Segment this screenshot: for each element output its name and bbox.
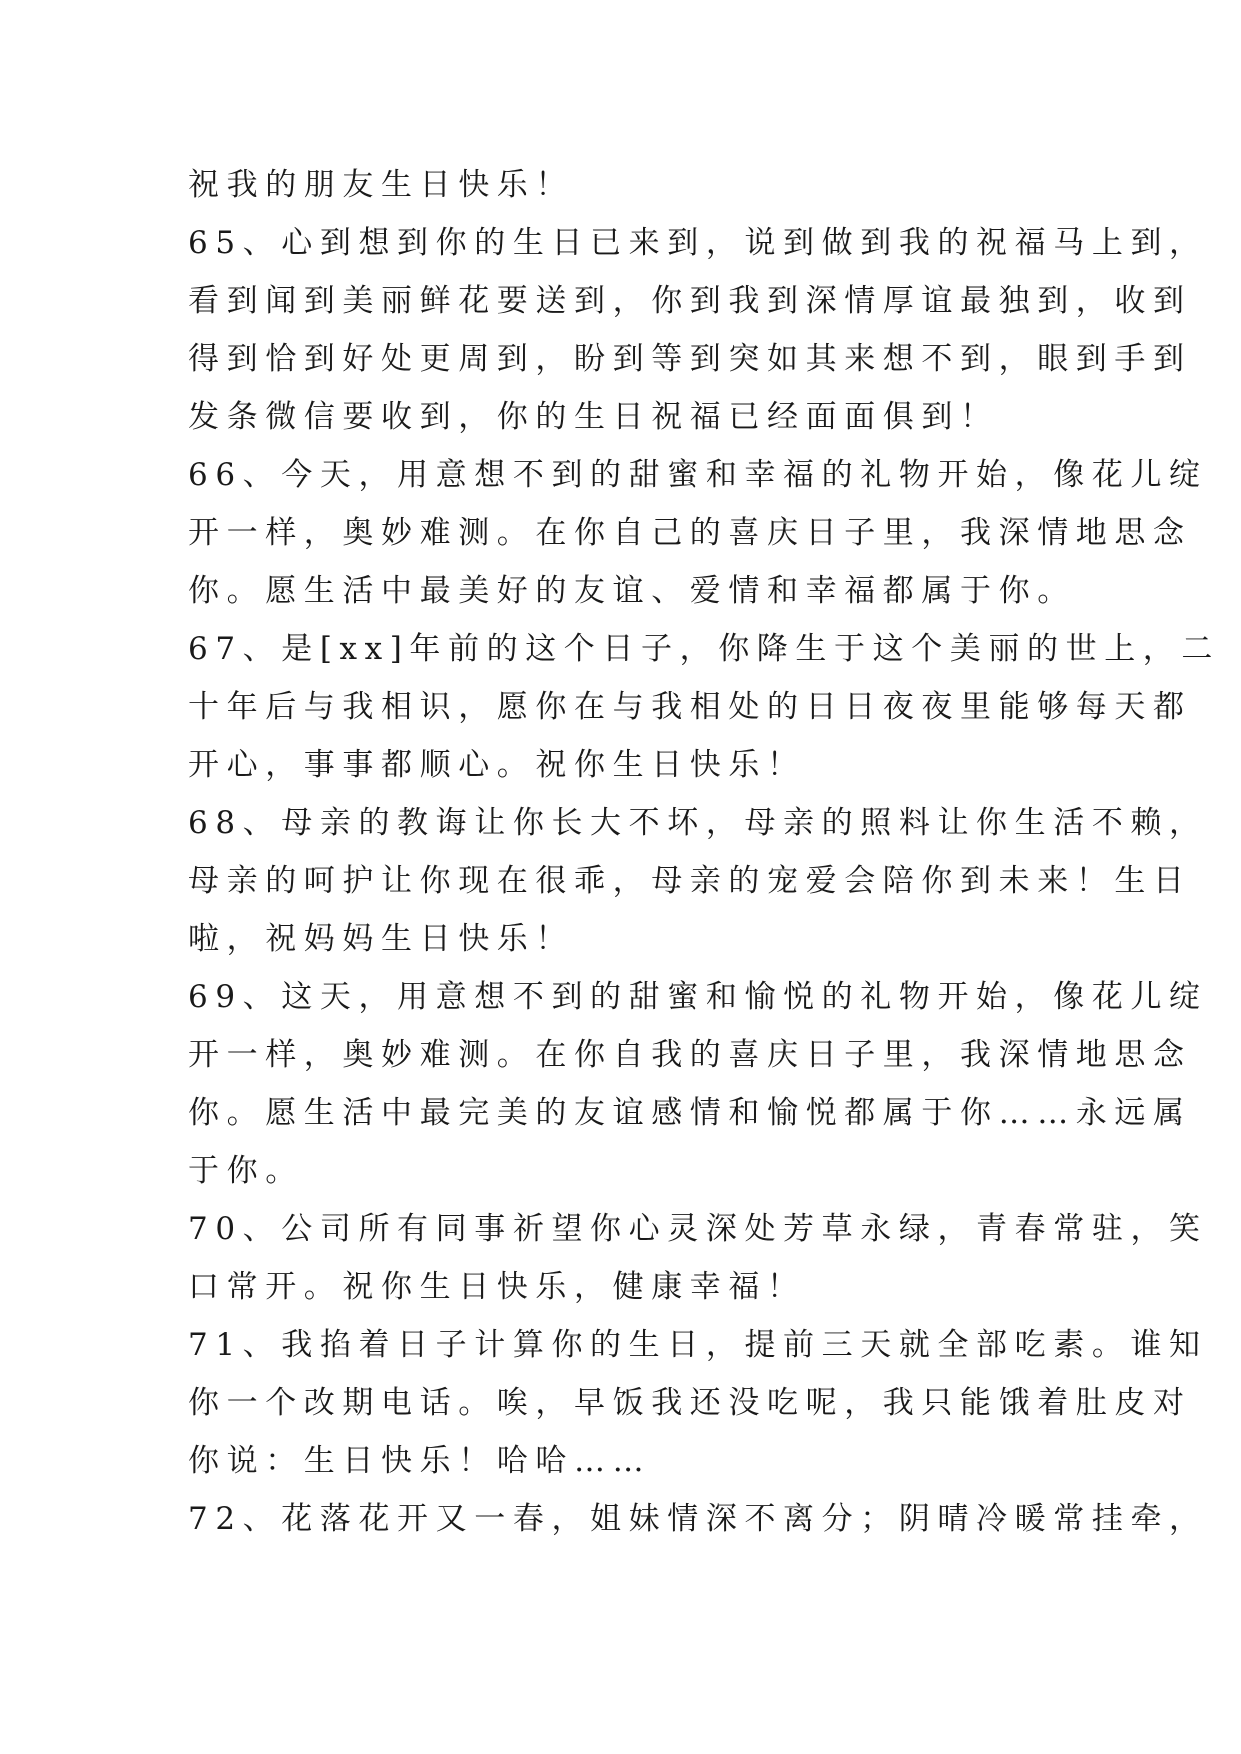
text-line: 口常开。祝你生日快乐，健康幸福！: [188, 1269, 806, 1305]
text-line: 开一样，奥妙难测。在你自己的喜庆日子里，我深情地思念: [188, 515, 1192, 551]
text-line: 69、这天，用意想不到的甜蜜和愉悦的礼物开始，像花儿绽: [188, 979, 1208, 1015]
text-line: 71、我掐着日子计算你的生日，提前三天就全部吃素。谁知: [188, 1327, 1208, 1363]
text-line: 68、母亲的教诲让你长大不坏，母亲的照料让你生活不赖，: [188, 805, 1208, 841]
text-line: 72、花落花开又一春，姐妹情深不离分；阴晴冷暖常挂牵，: [188, 1501, 1208, 1537]
text-line: 你。愿生活中最完美的友谊感情和愉悦都属于你……永远属: [188, 1095, 1192, 1131]
text-line: 开心，事事都顺心。祝你生日快乐！: [188, 747, 806, 783]
text-line: 开一样，奥妙难测。在你自我的喜庆日子里，我深情地思念: [188, 1037, 1192, 1073]
text-line: 母亲的呵护让你现在很乖，母亲的宠爱会陪你到未来！生日: [188, 863, 1192, 899]
text-line: 于你。: [188, 1153, 304, 1189]
text-line: 你说：生日快乐！哈哈……: [188, 1443, 652, 1479]
text-line: 66、今天，用意想不到的甜蜜和幸福的礼物开始，像花儿绽: [188, 457, 1208, 493]
text-line: 65、心到想到你的生日已来到，说到做到我的祝福马上到，: [188, 225, 1208, 261]
text-line: 发条微信要收到，你的生日祝福已经面面俱到！: [188, 399, 999, 435]
text-line: 看到闻到美丽鲜花要送到，你到我到深情厚谊最独到，收到: [188, 283, 1192, 319]
text-line: 70、公司所有同事祈望你心灵深处芳草永绿，青春常驻，笑: [188, 1211, 1208, 1247]
text-line: 十年后与我相识，愿你在与我相处的日日夜夜里能够每天都: [188, 689, 1192, 725]
text-line: 你一个改期电话。唉，早饭我还没吃呢，我只能饿着肚皮对: [188, 1385, 1192, 1421]
text-line: 啦，祝妈妈生日快乐！: [188, 921, 574, 957]
text-line: 祝我的朋友生日快乐！: [188, 167, 574, 203]
text-line: 得到恰到好处更周到，盼到等到突如其来想不到，眼到手到: [188, 341, 1192, 377]
text-line: 67、是[xx]年前的这个日子，你降生于这个美丽的世上，二: [188, 631, 1220, 667]
text-line: 你。愿生活中最美好的友谊、爱情和幸福都属于你。: [188, 573, 1076, 609]
document-body: [188, 156, 1220, 1548]
